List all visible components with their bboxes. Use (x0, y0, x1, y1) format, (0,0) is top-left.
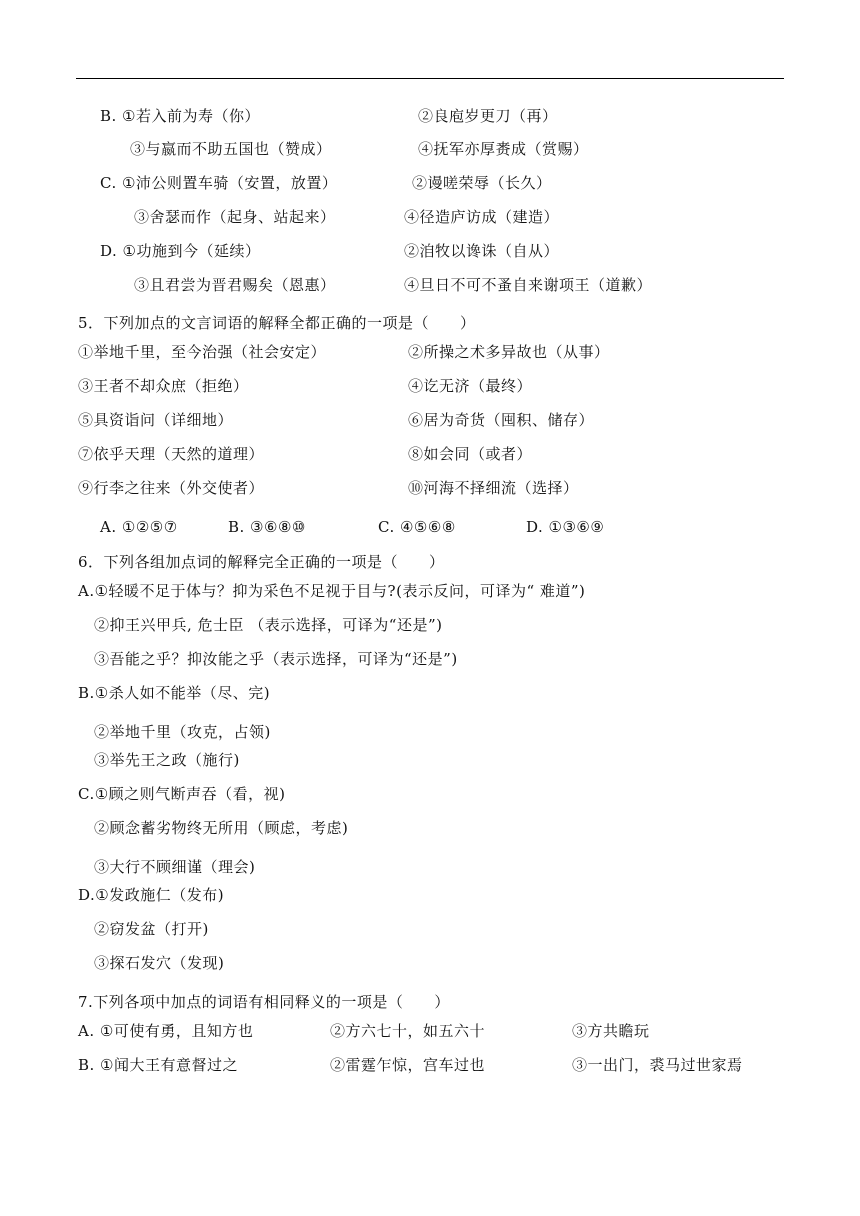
text-line: ⑦依乎天理（天然的道理） (78, 445, 265, 463)
text-line: B. ①若入前为寿（你） (100, 107, 261, 125)
text-line: ②谩嗟荣辱（长久） (412, 174, 552, 192)
text-line: C. ④⑤⑥⑧ (378, 518, 456, 536)
text-line: ③舍瑟而作（起身、站起来） (134, 208, 336, 226)
text-line: ③王者不却众庶（拒绝） (78, 377, 249, 395)
text-line: A. ①可使有勇，且知方也 (78, 1022, 254, 1040)
text-line: ②举地千里（攻克，占领) (94, 723, 271, 741)
text-line: ⑧如会同（或者） (408, 445, 533, 463)
text-line: D.①发政施仁（发布) (78, 886, 225, 904)
text-line: ④讫无济（最终） (408, 377, 533, 395)
text-line: B. ③⑥⑧⑩ (228, 518, 306, 536)
text-line: ④径造庐访成（建造） (404, 208, 560, 226)
text-line: ②洎牧以谗诛（自从） (404, 242, 560, 260)
text-line: ③与嬴而不助五国也（赞成） (130, 140, 332, 158)
text-line: C. ①沛公则置车骑（安置，放置） (100, 174, 338, 192)
text-line: ④抚军亦厚赉成（赏赐） (418, 140, 589, 158)
text-line: ③方共瞻玩 (572, 1022, 650, 1040)
text-line: ②方六七十，如五六十 (330, 1022, 486, 1040)
text-line: C.①顾之则气断声吞（看，视) (78, 785, 286, 803)
text-line: ③一出门，裘马过世家焉 (572, 1056, 743, 1074)
text-line: ②良庖岁更刀（再） (418, 107, 558, 125)
text-line: ⑤具资诣问（详细地） (78, 411, 234, 429)
text-line: ⑥居为奇货（囤积、储存） (408, 411, 595, 429)
text-line: B.①杀人如不能举（尽、完) (78, 684, 271, 702)
header-rule (76, 78, 784, 79)
text-line: ①举地千里，至今治强（社会安定） (78, 343, 327, 361)
text-line: ③探石发穴（发现) (94, 954, 225, 972)
text-line: B. ①闻大王有意督过之 (78, 1056, 239, 1074)
text-line: ⑨行李之往来（外交使者） (78, 479, 265, 497)
text-line: 7.下列各项中加点的词语有相同释义的一项是（ ） (78, 993, 450, 1011)
text-line: ③举先王之政（施行) (94, 751, 240, 769)
text-line: ③吾能之乎？抑汝能之乎（表示选择，可译为“还是”) (94, 650, 458, 668)
text-line: ②雷霆乍惊，宫车过也 (330, 1056, 486, 1074)
text-line: ③大行不顾细谨（理会) (94, 858, 256, 876)
text-line: 6．下列各组加点词的解释完全正确的一项是（ ） (78, 553, 445, 571)
text-line: ②抑王兴甲兵, 危士臣 （表示选择，可译为“还是”) (94, 616, 443, 634)
text-line: A.①轻暖不足于体与？抑为采色不足视于目与?(表示反问，可译为“ 难道”) (78, 582, 586, 600)
text-line: D. ①功施到今（延续） (100, 242, 261, 260)
text-line: ②顾念蓄劣物终无所用（顾虑，考虑) (94, 819, 349, 837)
text-line: A. ①②⑤⑦ (100, 518, 178, 536)
text-line: 5．下列加点的文言词语的解释全都正确的一项是（ ） (78, 314, 476, 332)
text-line: ②所操之术多异故也（从事） (408, 343, 610, 361)
text-line: ②窃发盆（打开) (94, 920, 209, 938)
text-line: D. ①③⑥⑨ (526, 518, 605, 536)
text-line: ⑩河海不择细流（选择） (408, 479, 579, 497)
text-line: ③且君尝为晋君赐矣（恩惠） (134, 276, 336, 294)
text-line: ④旦日不可不蚤自来谢项王（道歉） (404, 276, 653, 294)
